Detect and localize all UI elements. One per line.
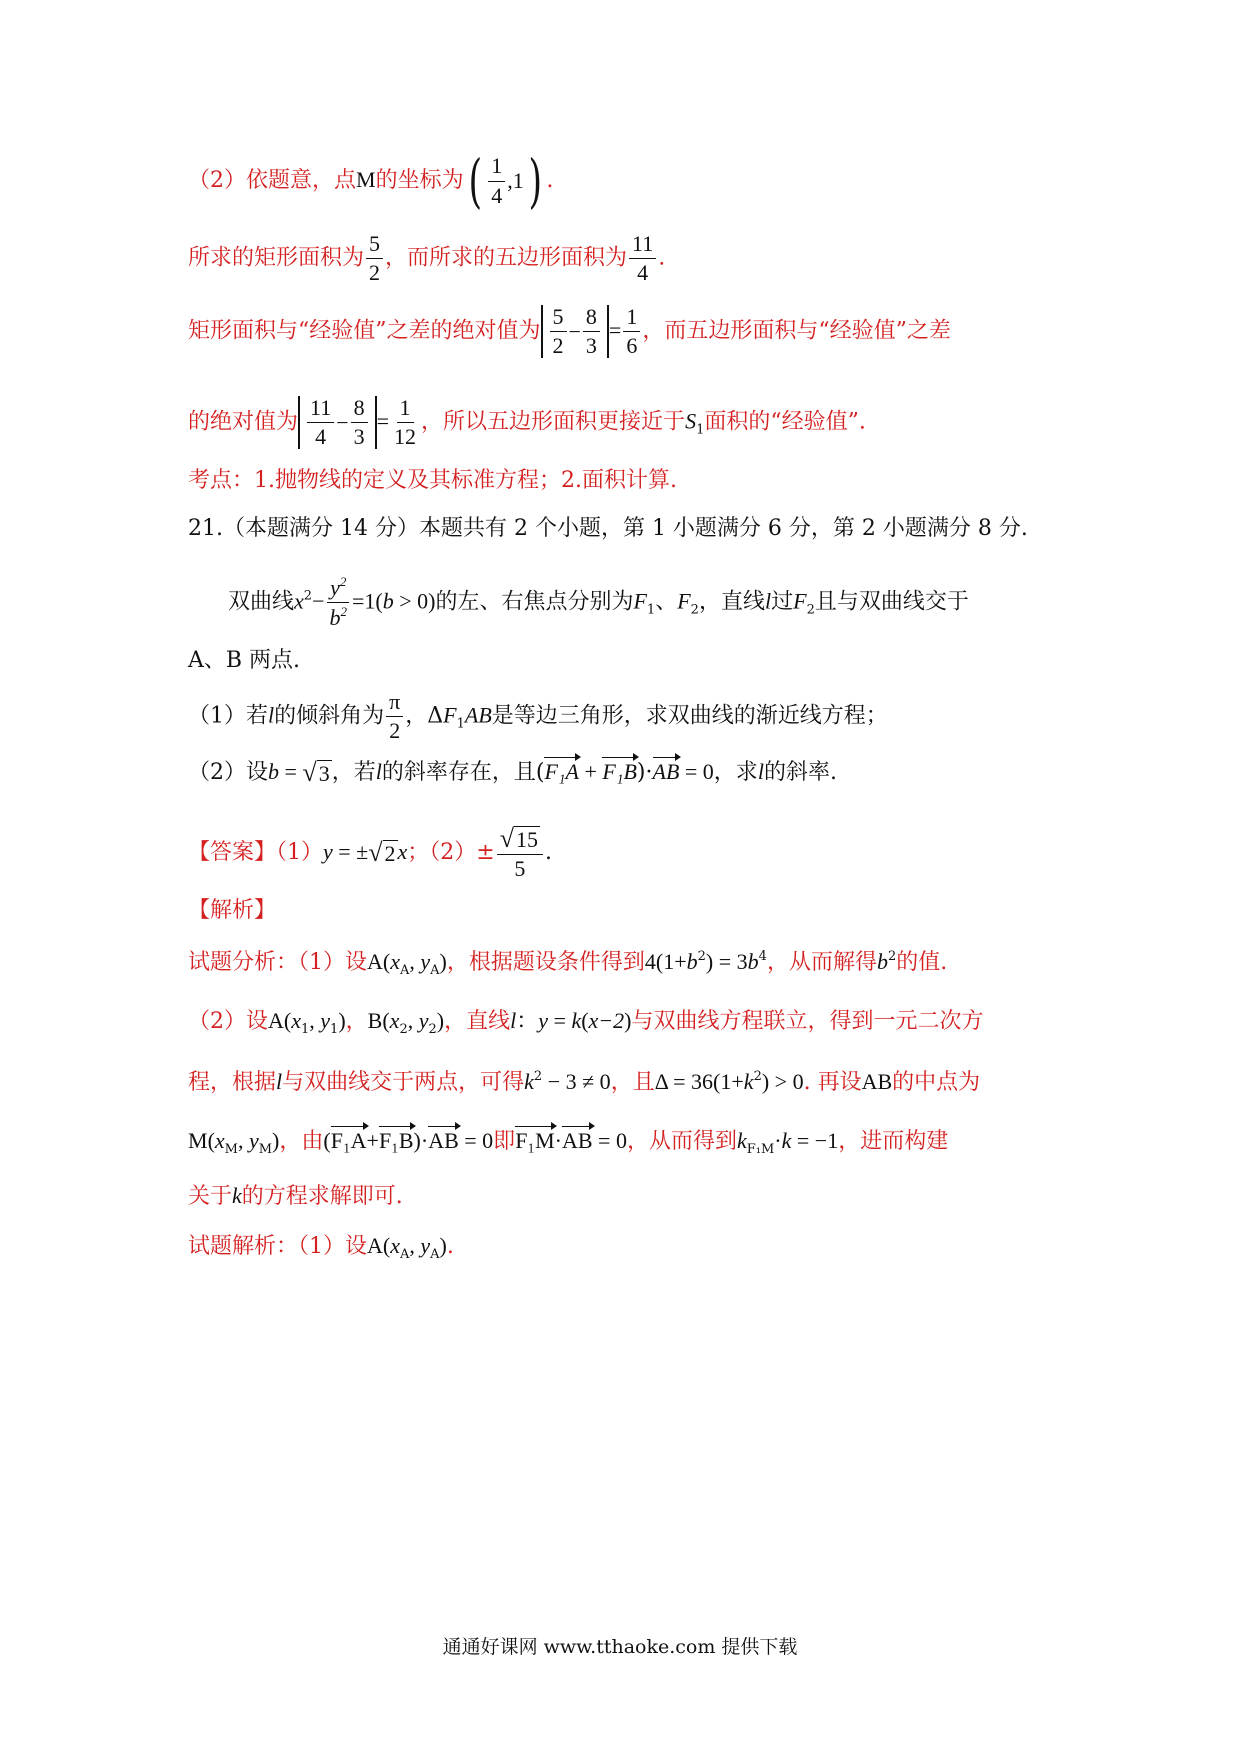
analysis-line-5: 关于k的方程求解即可. <box>188 1183 403 1209</box>
question-21-part2: （2）设b = √ 3 ，若l的斜率存在，且(F₁A + F₁B)·AB = 0，求l的斜率. <box>188 758 837 788</box>
abs-diff-pentagon: $\frac{11}{4}$ − $\frac{8}{3}$ <box>298 396 377 449</box>
question-21-statement: 双曲线$x^2-$ $\frac{y^2}{b^2}$ =1(b > 0)的左、右焦点分别为$F_1$、$F_2$，直线l过$F_2$且与双曲线交于 <box>228 574 969 631</box>
jiexi-label: 【解析】 <box>188 898 277 923</box>
analysis-line-4: $M(x_M$, $y_M$)，由(F₁A+F₁B)·AB = 0即F₁M·AB = 0，从而得到$k_{F_1M}\cdot k = -1$，进而构建 <box>188 1128 949 1157</box>
question-21-header: 21.（本题满分 14 分）本题共有 2 个小题，第 1 小题满分 6 分，第 2 小题满分 8 分. <box>188 516 1028 541</box>
abs-diff-rect: $\frac{5}{2}$ − $\frac{8}{3}$ <box>541 305 609 358</box>
point-m-coordinates: ( $\frac{1}{4}$ ,1 ) <box>468 147 542 215</box>
diff2-line: 的绝对值为 $\frac{11}{4}$ − $\frac{8}{3}$ = $\frac{1}{12}$ ，所以五边形面积更接近于$S_1$面积的“经验值”. <box>188 395 866 450</box>
page-footer: 通通好课网 www.tthaoke.com 提供下载 <box>442 1636 798 1658</box>
answer-line: 【答案】（1）y = ± √ 2 x；（2）± √ 15 5 . <box>188 824 553 882</box>
part2-line: （2）依题意，点M的坐标为 ( $\frac{1}{4}$ ,1 ) . <box>188 147 554 215</box>
kaodian-line: 考点：1.抛物线的定义及其标准方程；2.面积计算. <box>188 468 677 493</box>
question-21-part1: （1）若l的倾斜角为 $\frac{\pi}{2}$ ，$\Delta F_1AB$是等边三角形，求双曲线的渐近线方程； <box>188 689 888 744</box>
analysis-line-1: 试题分析：（1）设$A(x_A$, $y_A$)，根据题设条件得到$4(1+b^2) = 3b^4$，从而解得$b^2$的值. <box>188 949 948 978</box>
analysis-line-2: （2）设$A(x_1$, $y_1$)，$B(x_2$, $y_2$)，直线l：y = k(x−2)与双曲线方程联立，得到一元二次方 <box>188 1008 984 1037</box>
analysis-line-3: 程，根据l与双曲线交于两点，可得$k^2 - 3 \ne 0$，且$\Delta = 36(1+k^2) > 0$. 再设AB的中点为 <box>188 1069 981 1095</box>
solution-line-1: 试题解析：（1）设$A(x_A$, $y_A$). <box>188 1233 454 1262</box>
diff1-line: 矩形面积与“经验值”之差的绝对值为 $\frac{5}{2}$ − $\frac{8}{3}$ = $\frac{1}{6}$ ，而五边形面积与“经验值”之差 <box>188 304 951 359</box>
question-21-points: A、B 两点. <box>188 648 301 673</box>
area-line: 所求的矩形面积为 $\frac{5}{2}$ ，而所求的五边形面积为 $\frac{11}{4}$ . <box>188 231 666 286</box>
